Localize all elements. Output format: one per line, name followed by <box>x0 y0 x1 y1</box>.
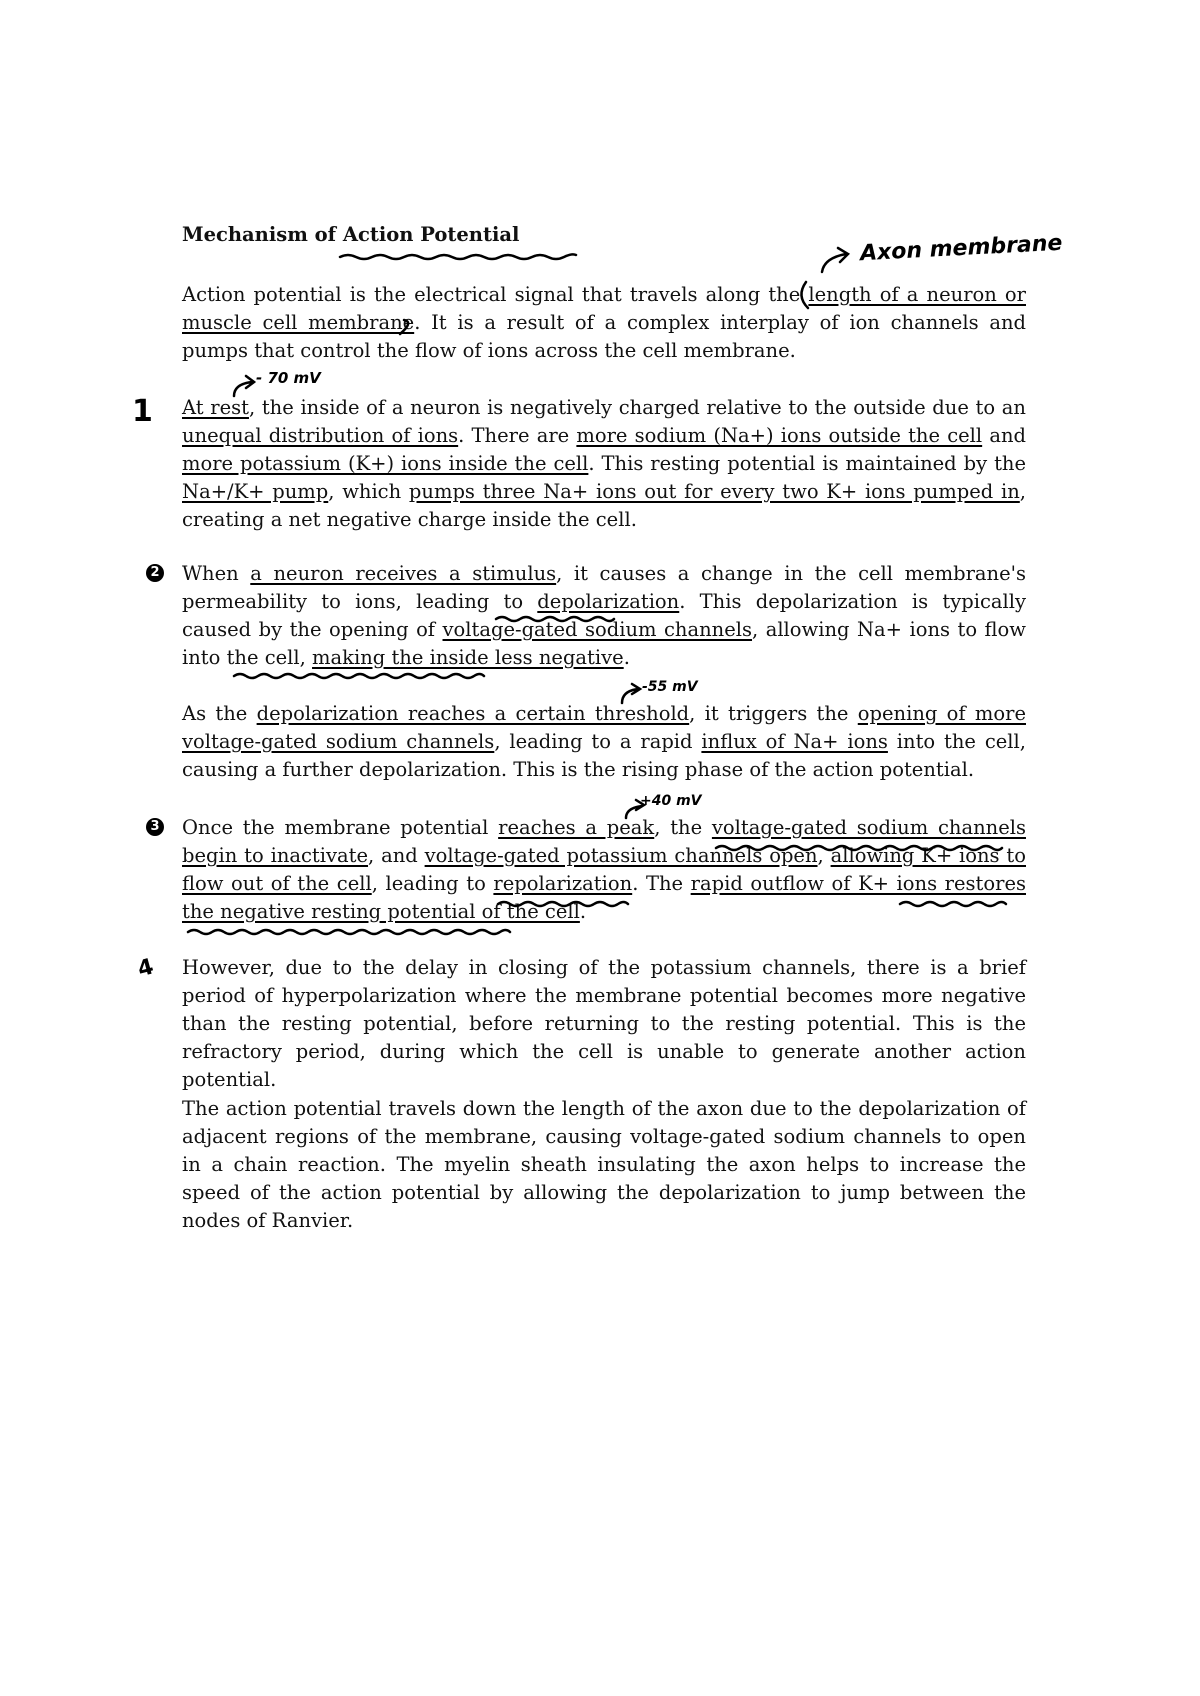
text-run: , and <box>368 844 425 867</box>
handwritten-note-peak-voltage: +40 mV <box>640 793 702 809</box>
underlined-phrase: depolarization <box>537 590 680 613</box>
underlined-phrase: Na+/K+ pump <box>182 480 329 503</box>
underlined-phrase: At rest <box>182 396 249 419</box>
paragraph-repolarization <box>182 814 1026 926</box>
handwritten-note-threshold-voltage: -55 mV <box>642 679 698 695</box>
text-run: . This resting potential is maintained by the <box>588 452 1026 475</box>
underlined-phrase: voltage-gated sodium channels <box>442 618 753 641</box>
underlined-phrase: more sodium (Na+) ions outside the cell <box>576 424 983 447</box>
text-run: , it causes a change in the cell membrane's permeability to ions, leading to <box>182 562 1026 613</box>
paragraph-intro <box>182 281 1026 365</box>
text-run: Once the membrane potential <box>182 816 499 839</box>
text-run: , it triggers the <box>689 702 858 725</box>
underlined-phrase: voltage-gated sodium channels begin to inactivate <box>182 816 1026 867</box>
margin-marker-2: 2 <box>146 564 164 582</box>
handwritten-note-resting-voltage: - 70 mV <box>256 369 321 387</box>
handwritten-note-axon-membrane: Axon membrane <box>859 230 1063 267</box>
underlined-phrase: pumps three Na+ ions out for every two K+ ions pumped in <box>408 480 1020 503</box>
text-run: , leading to a rapid <box>494 730 702 753</box>
text-run: When <box>182 562 251 585</box>
text-run: and <box>982 424 1027 447</box>
underlined-phrase: depolarization reaches a certain threshold <box>256 702 690 725</box>
text-run: , creating a net negative charge inside the cell. <box>182 480 1026 531</box>
underlined-phrase: repolarization <box>493 872 633 895</box>
paragraph-depolarization <box>182 560 1026 672</box>
text-run: , which <box>328 480 409 503</box>
text-run: , the inside of a neuron is negatively charged relative to the outside due to an <box>248 396 1026 419</box>
underlined-phrase: making the inside less negative <box>312 646 624 669</box>
underlined-phrase: a neuron receives a stimulus <box>250 562 557 585</box>
document-title: Mechanism of Action Potential <box>182 223 520 246</box>
underlined-phrase: reaches a peak <box>498 816 655 839</box>
underlined-phrase: unequal distribution of ions <box>182 424 459 447</box>
text-run: . This depolarization is typically caused by the opening of <box>182 590 1026 641</box>
arrow-resting-voltage <box>234 376 254 396</box>
text-run: Action potential is the electrical signal that travels along the <box>182 283 809 306</box>
paragraph-propagation: The action potential travels down the length of the axon due to the depolarization of adjacent regions of the membrane, causing voltage-gated sodium channels to open in a chain reaction. The myelin sheath insulating the axon helps to increase the speed of the action potential by allowing the depolarization to jump between the nodes of Ranvier. <box>182 1097 1026 1232</box>
text-run: , leading to <box>371 872 494 895</box>
underlined-phrase: length of a neuron or muscle cell membrane <box>182 283 1026 334</box>
wavy-underline-title <box>340 254 576 259</box>
paragraph-threshold <box>182 700 1026 784</box>
text-run: , <box>817 844 831 867</box>
underlined-phrase: rapid outflow of K+ ions restores the negative resting potential of the cell <box>182 872 1026 923</box>
text-run: As the <box>182 702 257 725</box>
text-run: . <box>623 646 630 669</box>
text-run: . There are <box>458 424 577 447</box>
text-run: , the <box>654 816 712 839</box>
text-run: . <box>579 900 587 923</box>
paragraph-hyperpolarization: However, due to the delay in closing of the potassium channels, there is a brief period of hyperpolarization where the membrane potential becomes more negative than the resting potential, before returning to the resting potential. This is the refractory period, during which the cell is unable to generate another action potential. <box>182 956 1026 1091</box>
text-run: . It is a result of a complex interplay of ion channels and pumps that control the flow of ions across the cell membrane. <box>182 311 1026 362</box>
paragraph-resting <box>182 394 1026 534</box>
underlined-phrase: influx of Na+ ions <box>701 730 888 753</box>
wavy-underline-less-negative <box>234 674 484 678</box>
underlined-phrase: more potassium (K+) ions inside the cell <box>182 452 589 475</box>
margin-marker-1: 1 <box>132 394 153 429</box>
underlined-phrase: allowing K+ ions to flow out of the cell <box>182 844 1026 895</box>
text-run: , allowing Na+ ions to flow into the cell, <box>182 618 1026 669</box>
underlined-phrase: voltage-gated potassium channels open <box>424 844 818 867</box>
text-run: . The <box>632 872 691 895</box>
underlined-phrase: opening of more voltage-gated sodium channels <box>182 702 1026 753</box>
margin-marker-3: 3 <box>146 818 164 836</box>
arrow-axon-membrane <box>822 248 848 272</box>
margin-marker-4: 4 <box>135 954 157 983</box>
text-run: into the cell, causing a further depolarization. This is the rising phase of the action potential. <box>182 730 1026 781</box>
wavy-underline-resting-potential <box>188 930 510 934</box>
